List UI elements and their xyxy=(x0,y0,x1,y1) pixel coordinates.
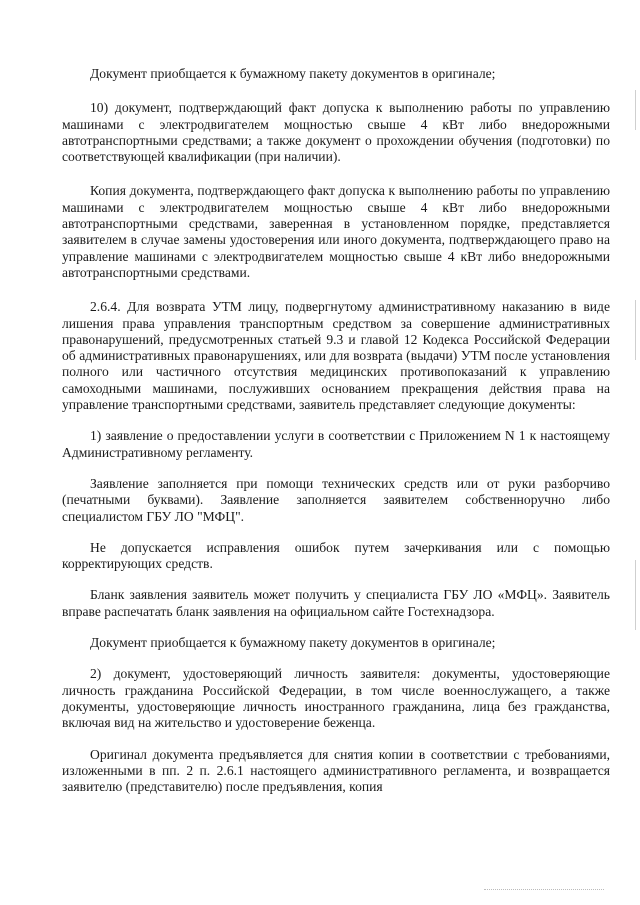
document-body xyxy=(62,66,610,810)
paragraph: Заявление заполняется при помощи технических средств или от руки разборчиво (печатными буквами). Заявление заполняется заявителем собственноручно либо специалистом ГБУ ЛО "МФЦ". xyxy=(62,475,610,524)
paragraph: Документ приобщается к бумажному пакету документов в оригинале; xyxy=(90,635,496,651)
paragraph: Документ приобщается к бумажному пакету документов в оригинале; xyxy=(90,66,496,81)
paragraph: Копия документа, подтверждающего факт допуска к выполнению работы по управлению машинами с электродвигателем мощностью свыше 4 кВт либо внедорожными автотранспортными средствами, заверенная в установленном порядке, представляется заявителем в случае замены удостоверения или иного документа, подтверждающего право на управление машинами с электродвигателем мощностью свыше 4 кВт либо внедорожными автотранспортными средствами. xyxy=(62,183,610,280)
paragraph: 10) документ, подтверждающий факт допуска к выполнению работы по управлению машинами с электродвигателем мощностью свыше 4 кВт либо внедорожными автотранспортными средствами; а также документ о прохождении обучения (подготовки) по соответствующей квалификации (при наличии). xyxy=(62,100,610,165)
scan-bottom-mark xyxy=(484,889,604,891)
scan-margin-mark xyxy=(635,300,636,360)
scan-margin-mark xyxy=(635,560,636,630)
paragraph: 2) документ, удостоверяющий личность заявителя: документы, удостоверяющие личность гражданина Российской Федерации, в том числе военнослужащего, а также документы, удостоверяющие личность иностранного гражданина, лица без гражданства, включая вид на жительство и удостоверение беженца. xyxy=(62,666,610,731)
paragraph: 1) заявление о предоставлении услуги в соответствии с Приложением N 1 к настоящему Административному регламенту. xyxy=(62,428,610,460)
paragraph: Оригинал документа предъявляется для снятия копии в соответствии с требованиями, изложенными в пп. 2 п. 2.6.1 настоящего административного регламента, и возвращается заявителю (представителю) после предъявления, копия xyxy=(62,746,610,795)
paragraph: 2.6.4. Для возврата УТМ лицу, подвергнутому административному наказанию в виде лишения права управления транспортным средством за совершение административных правонарушений, предусмотренных статьей 9.3 и главой 12 Кодекса Российской Федерации об административных правонарушениях, или для возврата (выдачи) УТМ после установления полного или частичного отсутствия медицинских противопоказаний к управлению самоходными машинами, послуживших основанием прекращения действия права на управление транспортными средствами, заявитель представляет следующие документы: xyxy=(62,299,610,413)
paragraph: Не допускается исправления ошибок путем зачеркивания или с помощью корректирующих средств. xyxy=(62,539,610,572)
paragraph: Бланк заявления заявитель может получить у специалиста ГБУ ЛО «МФЦ». Заявитель вправе распечатать бланк заявления на официальном сайте Гостехнадзора. xyxy=(62,587,610,619)
scan-margin-mark xyxy=(635,90,636,130)
